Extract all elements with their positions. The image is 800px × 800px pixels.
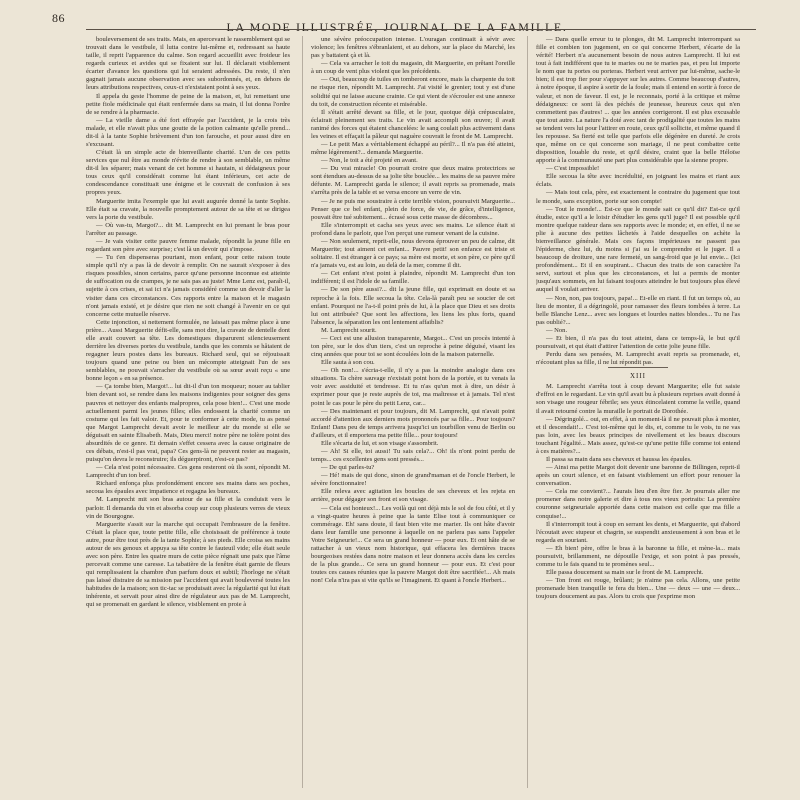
- header-rule: [86, 29, 756, 30]
- paragraph: Elle releva avec agitation les boucles de ses cheveux et les rejeta en arrière, pour dégager son front et son visage.: [311, 488, 515, 504]
- paragraph: M. Lamprecht s'arrêta tout à coup devant Marguerite; elle fut saisie d'effroi en le regardant. Le vin qu'il avait bu à plusieurs reprises avait donné à son visage une rougeur fébrile; ses yeux étincelaient comme la veille, quand il avait retourné contre la muraille le portrait de Dorothée.: [536, 383, 740, 415]
- paragraph: — De son père aussi?... dit la jeune fille, qui exprimait en doute et sa reproche à la fois. Elle secoua la tête. Cela-là paraît peu se soucier de cet enfant. Pourquoi ne l'a-t-il point près de lui, à la place que Dieu et ses droits lui ont attribuée? Que sont les affections, les liens les plus forts, quand l'absence, la séparation les ont lentement affaiblis?: [311, 286, 515, 326]
- paragraph: Il appela du geste l'homme de peine de la maison, et, lui remettant une petite fiole médicinale qui était renfermée dans sa main, il lui donna l'ordre de se rendre à la pharmacie.: [86, 92, 290, 116]
- paragraph: Elle passa doucement sa main sur le front de M. Lamprecht.: [546, 569, 704, 577]
- paragraph: M. Lamprecht mit son bras autour de sa fille et la conduisit vers le parloir. Il demanda du vin et absorba coup sur coup plusieurs verres de vieux vin de Bourgogne.: [86, 496, 290, 520]
- paragraph: — Ah! Si elle, toi aussi! Tu sais cela?... Oh! ils n'ont point perdu de temps... ces excellentes gens sont pressés...: [311, 447, 515, 464]
- paragraph: Elle s'écarta de lui, et son visage s'assombrit.: [321, 439, 439, 447]
- paragraph: — De qui parles-tu?: [321, 464, 375, 472]
- paragraph: Elle secoua la tête avec incrédulité, en joignant les mains et riant aux éclats.: [536, 173, 740, 189]
- paragraph: — Où vas-tu, Margot?... dit M. Lamprecht en lui prenant le bras pour l'arrêter au passage.: [86, 221, 290, 237]
- paragraph: — C'est impossible!: [546, 165, 600, 173]
- paragraph: une sévère préoccupation intense. L'ouragan continuait à sévir avec violence; les fenêtres s'ébranlaient, et au dehors, sur la place du Marché, les pas y battaient çà et là.: [311, 36, 515, 60]
- paragraph: Il s'interrompit tout à coup en serrant les dents, et Marguerite, qui d'abord l'écoutait avec stupeur et chagrin, se suspendit anxieusement à son bras et le regarda en souriant.: [536, 520, 740, 544]
- paragraph: Marguerite imita l'exemple que lui avait augurée donné la tante Sophie. Elle était sa cravate, la nouvelle promptement autour de sa tête et se dirigea vers la porte du vestibule.: [86, 197, 290, 221]
- paragraph: — Non seulement, reprit-elle, nous devons éprouver un peu de calme, dit Marguerite; tout aiment cet enfant... Pauvre petit! son enfance est triste et solitaire. Il est étranger à ce pays; sa mère est morte, et son père, ce père qu'il n'a jamais vu, est au loin, au delà de la mer, comme il dit.: [311, 237, 515, 270]
- paragraph: — Tu t'en dispenseras pourtant, mon enfant, pour cette raison toute simple qu'il n'y a pas là de devoir à remplir. On ne saurait s'exposer à des risques possibles, sinon certains, parce qu'une personne inconnue est atteinte de suffocation ou de crampes, je ne sais pas au juste! Mme Lenz est, paraît-il, sujette à ces crises, et sai ici n'a jamais considéré comme un devoir d'aller la visiter dans ces circonstances. Ces rapports entre la maison et le magasin n'ont jamais existé, et je désire que rien ne soit changé à l'avenir en ce qui concerne cette mutuelle réserve.: [86, 254, 290, 318]
- paragraph: M. Lamprecht sourit.: [321, 326, 377, 334]
- paragraph: — Je vais visiter cette pauvre femme malade, répondit la jeune fille en regardant son père avec surprise; c'est là un devoir qui s'impose.: [86, 237, 290, 254]
- paragraph: — Ça tombe bien, Margot!... lui dit-il d'un ton moqueur; nouer au tablier bien devant soi, se rendre dans les maisons indigentes pour soigner des gens pauvres et nettoyer des enfants malpropres, cela pose bien!... C'est une mode actuellement parmi les jeunes filles; elles endossent la charité comme un costume qui les fait valoir. Et, pour te conformer à cette mode, tu as pensé que Margot Lamprecht devait avoir le meilleur air du monde si elle se déguisait en sainte Élisabeth. Mais, Dieu merci! notre père ne tolère point des absurdités de ce genre. Et demain s'effet cessera avec la cause originaire de ces débats, n'est-il pas vrai, papa? Ces gens-là ne peuvent rester au magasin, puisqu'on devra le reconstruire; ils déguerpiront, n'est-ce pas?: [86, 383, 290, 464]
- paragraph: Il s'était arrêté devant sa fille, et le jour, quoique déjà crépusculaire, éclairait pleinement ses traits. Le vin avait accompli son œuvre; il avait ranimé des forces qui étaient chancelées: le sang coulait plus activement dans les veines et effaçait la pâleur qui naguère couvrait le front de M. Lamprecht.: [311, 108, 515, 140]
- paragraph: — Non.: [546, 326, 568, 334]
- paragraph: — Du vrai miracle! On pourrait croire que deux mains protectrices se sont étendues au-dessus de sa jolie tête bouclée... les mains de sa pauvre mère défunte. M. Lamprecht garda le silence; il avait repris sa promenade, mais s'arrêta près de la table et se versa encore un verre de vin.: [311, 165, 515, 197]
- paragraph: Cette injonction, si nettement formulée, ne laissait pas même place à une prière... Aussi Marguerite défit-elle, sans mot dire, la cravate de dentelle dont elle avait couvert sa tête. Les domestiques disparurent silencieusement derrière les diverses portes du vestibule, tandis que les commis se hâtaient de regagner leurs postes dans les bureaux. Richard seul, qui se réjouissait toujours quand une peine ou bien un mécompte atteignait l'un de ses semblables, ne pouvait s'arracher du vestibule où sa sœur avait reçu « une bonne leçon » en sa présence.: [86, 318, 290, 383]
- paragraph: — Oh non!... s'écria-t-elle, il n'y a pas la moindre analogie dans ces situations. Ta chère sauvage n'existait point hors de la portée, et tu venais la voir avec assiduité et tendresse. Et tu n'as qu'un mot à dire, un désir à exprimer pour que je reste auprès de toi, ma maîtresse et à jamais. Tel n'est point le cas pour le père du petit Lenz, car...: [311, 367, 515, 407]
- paragraph: — Cela va arracher le toit du magasin, dit Marguerite, en prêtant l'oreille à un coup de vent plus violent que les précédents.: [311, 60, 515, 76]
- paragraph: — Ainsi ma petite Margot doit devenir une baronne de Billingen, reprit-il après un court silence, et en faisant visiblement un effort pour renouer la conversation.: [536, 464, 740, 488]
- paragraph: — Dégringolé... oui, en effet, à un moment-là il ne pouvait plus à monter, et il descendait!... C'est toi-même qui le dis, et, comme tu le vois, tu ne vas pas loin, avec les beaux principes de nivellement et les beaux discours touchant l'égalité... Mais assez, qu'est-ce qu'une petite fille comme toi entend à ces matières?...: [536, 415, 740, 455]
- paragraph: — Le petit Max a véritablement échappé au péril?... Il n'a pas été atteint, même légèrement?... demanda Marguerite.: [311, 141, 515, 157]
- text-column-3: [536, 36, 740, 788]
- paragraph: — La vieille dame a été fort effrayée par l'accident, je la crois très malade, et elle n'avait plus une goutte de la potion calmante qu'elle prend... dit-il à la tante Sophie brièvement d'un ton farouche, et pour aussi dire en s'excusant.: [86, 116, 290, 149]
- paragraph: C'était là un simple acte de bienveillante charité. L'un de ces petits services que nul être au monde n'évite de rendre à son semblable, un même dit-il les séparer; mais venant de cet homme si hautain, si dédaigneux pour tous ceux qu'il considérait comme lui étant inférieurs, cet acte de condescendance constituait une énigme et le couvrait de confusion à ses propres yeux.: [86, 149, 290, 197]
- paragraph: — Eh bien! père, offre le bras à la baronne ta fille, et mène-la... mais poursuivit, brillamment, ne dépouille l'exige, et son point à pas pressés, comme tu le fais quand tu te promènes seul...: [536, 544, 740, 568]
- paragraph: Richard enfonça plus profondément encore ses mains dans ses poches, secoua les épaules avec impatience et regagna les bureaux.: [86, 480, 290, 496]
- paragraph: — Mais tout cela, père, est exactement le contraire du jugement que tout le monde, sans exception, porte sur son compte!: [536, 189, 740, 205]
- paragraph: Perdu dans ses pensées, M. Lamprecht avait repris sa promenade, et, n'écoutant plus sa fille, il ne lui répondit pas.: [536, 351, 740, 367]
- text-column-1: [86, 36, 290, 788]
- paragraph: — Cela est honteux!... Les voilà qui ont déjà mis le sol de fou côté, et il y a vingt-quatre heures à peine que la tante Elise tout à communiquer ce commérage. Eh! sans doute, il faut bien vite me marier. Ils ont hâte d'avoir dans leur famille une personne à laquelle on ne parlera pas sans l'appeler Votre Seigneurie!... Ce sera un grand honneur — pour eux. Et ont hâte de se rattacher à un vieux nom historique, qui effacera les dernières traces bourgeoises restées dans notre maison et leur donnera accès dans les cercles de la plus grande... Ce sera un grand honneur — pour eux. Et c'est pour toutes ces causes réunies que la pauvre Margot doit être sacrifiée!... Ah mais non! Cela n'ira pas si vite qu'ils se l'imaginent. Et quant à l'oncle Herbert...: [311, 504, 515, 585]
- paragraph: — Cela n'est point nécessaire. Ces gens resteront où ils sont, répondit M. Lamprecht d'un ton bref.: [86, 464, 290, 480]
- paragraph: — Cela me convient?... l'aurais lieu d'en être fier. Je pourrais aller me promener dans notre galerie et dire à tous nos vieux portraits: La première couronne seigneuriale apportée dans cette maison est celle que ma fille a conquise!...: [536, 488, 740, 520]
- paragraph: Marguerite s'assit sur la marche qui occupait l'embrasure de la fenêtre. C'était la place que, toute petite fille, elle choisissait de préférence à toute autre, pour être tout près de la tante Sophie; à ses pieds. Elle croisa ses mains autour de ses genoux et appuya sa tête contre le fauteuil vide; elle était seule avec son père. Entre les quatre murs de cette pièce régnait une paix que l'âme percevait comme une caresse. La tabatière de la fenêtre était garnie de fleurs qui remplissaient la chambre d'un parfum doux et subtil; l'horloge ne s'était pas laissé distraire de sa mission par l'accident qui avait bouleversé toutes les habitudes de la maison; son tic-tac se produisait avec la régularité qui lui était inhérente, et servait pour ainsi dire de régulateur aux pas de M. Lamprecht, qui se promenait en gardant le silence, visiblement en proie à: [86, 520, 290, 609]
- column-divider: [527, 36, 528, 788]
- page-header: [36, 10, 758, 34]
- paragraph: — Tout le monde!... Est-ce que le monde sait ce qu'il dit? Est-ce qu'il étudie, estce qu'il a le loisir d'étudier les gens qu'il juge? Il est possible qu'il montre quelque raideur dans ses rapports avec le monde; et, en effet, il ne se plie à aucune des petites lâchetés à l'aide desquelles on achète la bienveillance générale. Mais ces façons impérieuses ne passent pas l'épiderme, chez lui, du moins si j'ai su le comprendre et le juger. Il a beaucoup de droiture, une rare fermeté, un sang-froid que je lui envie... (Ici profondément... Et il en soupirant... Chacun des traits de son caractère l'a servi, surtout et plus que les circonstances, et lui a permis de monter jusqu'aux sommets, en lui faisant toujours atteindre le but toujours plus élevé auquel il voulait arriver.: [536, 205, 740, 294]
- paragraph: Il passa sa main dans ses cheveux et haussa les épaules.: [546, 455, 692, 463]
- column-divider: [302, 36, 303, 788]
- paragraph: — Cet enfant n'est point à plaindre, répondit M. Lamprecht d'un ton indifférent; il est l'idole de sa famille.: [311, 270, 515, 286]
- paragraph: — Hé! mais de qui donc, sinon de grand'maman et de l'oncle Herbert, le sévère fonctionnaire!: [311, 472, 515, 488]
- paragraph: Elle sauta à son cou.: [321, 359, 375, 367]
- paragraph: — Je ne puis me soustraire à cette terrible vision, poursuivit Marguerite... Penser que ce bel enfant, plein de force, de vie, de grâce, d'intelligence, pouvait être tué subitement... écrasé sous cette masse de décombres...: [311, 197, 515, 221]
- running-title: LA MODE ILLUSTRÉE, JOURNAL DE LA FAMILLE.: [226, 20, 568, 34]
- paragraph: — Ceci est une allusion transparente, Margot... C'est un procès intenté à ton père, sur le dos d'un tiers, c'est un reproche à peine déguisé, visant les cinq années que pour toi se sont écoulées loin de la maison paternelle.: [311, 334, 515, 359]
- paragraph: bouleversement de ses traits. Mais, en apercevant le rassemblement qui se trouvait dans le vestibule, il lutta contre lui-même et, redressant sa haute taille, il reprit l'apparence du calme. Son regard accueillit avec froideur les regards curieux et avides qui se fixaient sur lui. Il déclarait visiblement écarter d'avance les questions qui lui seraient adressées. Du reste, il n'en gagnait jamais aucune observation avec ses subordonnés, et, en dehors de leurs attributions respectives, ceux-ci n'existaient point à ses yeux.: [86, 36, 290, 92]
- page-number: 86: [52, 11, 65, 25]
- text-column-2: [311, 36, 515, 788]
- paragraph: — Et bien, il n'a pas du tout atteint, dans ce temps-là, le but qu'il poursuivait, et qui était d'attirer l'attention de cette jolie jeune fille.: [536, 334, 740, 350]
- paragraph: — Oui, beaucoup de tuiles en tomberont encore, mais la charpente du toit ne risque rien, répondit M. Lamprecht. J'ai visité le grenier; tout y est d'une solidité qui ne laisse aucune crainte. Ce qui vient de s'écrouler est une annexe du toit, de construction récente et misérable.: [311, 76, 515, 108]
- paragraph: Elle s'interrompit et cacha ses yeux avec ses mains. Le silence était si profond dans le parloir, que l'on perçut une rumeur venant de la cuisine.: [311, 221, 515, 237]
- paragraph: — Non, le toit a été projeté en avant.: [321, 157, 418, 165]
- paragraph: — Ton front est rouge, brûlant; je n'aime pas cela. Allons, une petite promenade bien tranquille te fera du bien... Une — deux — une — deux... toujours doucement au pas. Alors tu crois que j'exprime mon: [536, 577, 740, 601]
- chapter-rule: [608, 367, 668, 368]
- paragraph: — Non, non, pas toujours, papa!... Et-elle en riant. Il fut un temps où, au lieu de monter, il a dégringolé, pour ramasser des fleurs tombées à terre. La belle Blanche Lenz... avec ses longues et lourdes nattes blondes... Tu ne l'as pas oublié?...: [536, 294, 740, 326]
- paragraph: — Dans quelle erreur tu te plonges, dit M. Lamprecht interrompant sa fille et combien ton jugement, en ce qui concerne Herbert, s'écarte de la vérité! Herbert n'a aucunement besoin de nous autres Lamprecht. Il lui est tout à fait indifférent que tu te maries ou ne te maries pas, et peu lui importe le nom que tu portes ou porteras. Herbert veut arriver par lui-même, sache-le bien; il est trop fier pour s'appuyer sur les autres. Comme beaucoup d'autres, à notre époque, il aspire à sortir de la foule; mais il entend en sortir à force de valeur, et non de faveur. Il est, je le reconnais, porté à la critique et même dédaigneux: ce sont là des péchés de jeunesse, heureux ceux qui n'en commettent pas d'autres! ... que les années corrigeront. Il est plus excusable que tout autre. La nature l'a doté avec tant de prodigalité que toutes les mains se tendent vers lui pour l'attirer en route, ceux qu'il sollicite, et même quand il les repousse. Sa fierté est telle que parfois elle dégénère en dureté. Je crois que, même on ce qui concerne son mariage, il ne peut combattre cette disposition, louable du reste, et qu'il désire, craint que la belle Héloïse apporte à la communauté une part plus considérable que la sienne propre.: [536, 36, 740, 165]
- chapter-heading: XIII: [629, 372, 647, 381]
- paragraph: — Des maintenant et pour toujours, dit M. Lamprecht, qui n'avait point accordé d'attention aux derniers mots prononcés par sa fille... Pour toujours? Enfant! Dans peu de temps arrivera jusqu'ici un tourbillon venu de Berlin ou d'ailleurs, et il emportera ma petite fille... pour toujours!: [311, 407, 515, 439]
